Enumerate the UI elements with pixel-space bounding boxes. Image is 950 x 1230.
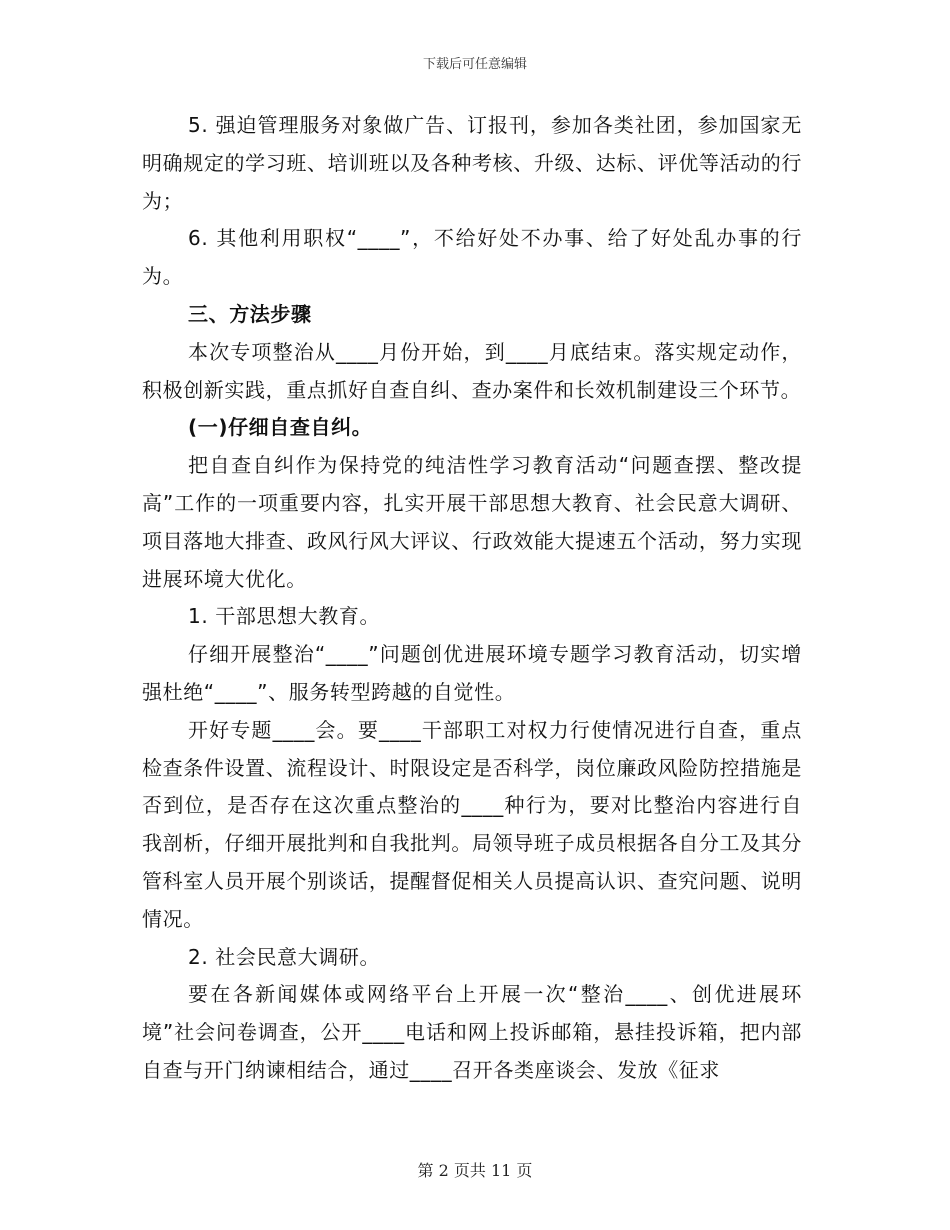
item-heading-education: 1. 干部思想大教育。 — [188, 604, 381, 629]
subsection-heading-self-check: (一)仔细自查自纠。 — [188, 415, 373, 440]
paragraph-education: 仔细开展整治“____”问题创优进展环境专题学习教育活动，切实增强杜绝“____”、服务转型跨越的自觉性。 — [142, 642, 802, 704]
item-heading-survey: 2. 社会民意大调研。 — [188, 944, 381, 969]
document-body — [142, 107, 802, 1090]
page-footer: 第 2 页共 11 页 — [417, 1161, 533, 1180]
paragraph-schedule: 本次专项整治从____月份开始，到____月底结束。落实规定动作，积极创新实践，重点抓好自查自纠、查办案件和长效机制建设三个环节。 — [142, 339, 802, 402]
paragraph-self-check: 把自查自纠作为保持党的纯洁性学习教育活动“问题查摆、整改提高”工作的一项重要内容，扎实开展干部思想大教育、社会民意大调研、项目落地大排查、政风行风大评议、行政效能大提速五个活动，努力实现进展环境大优化。 — [142, 453, 802, 591]
paragraph-survey: 要在各新闻媒体或网络平台上开展一次“整治____、创优进展环境”社会问卷调查，公开____电话和网上投诉邮箱，悬挂投诉箱，把内部自查与开门纳谏相结合，通过____召开各类座谈会、发放《征求 — [142, 982, 802, 1082]
paragraph-meeting: 开好专题____会。要____干部职工对权力行使情况进行自查，重点检查条件设置、流程设计、时限设定是否科学，岗位廉政风险防控措施是否到位，是否存在这次重点整治的____种行为，要对比整治内容进行自我剖析，仔细开展批判和自我批判。局领导班子成员根据各自分工及其分管科室人员开展个别谈话，提醒督促相关人员提高认识、查究问题、说明情况。 — [142, 717, 802, 931]
paragraph-item-5: 5. 强迫管理服务对象做广告、订报刊，参加各类社团，参加国家无明确规定的学习班、培训班以及各种考核、升级、达标、评优等活动的行为； — [142, 113, 802, 213]
page-header: 下载后可任意编辑 — [422, 57, 527, 72]
section-heading-methods: 三、方法步骤 — [188, 301, 312, 326]
paragraph-item-6: 6. 其他利用职权“____”，不给好处不办事、给了好处乱办事的行为。 — [142, 226, 802, 289]
